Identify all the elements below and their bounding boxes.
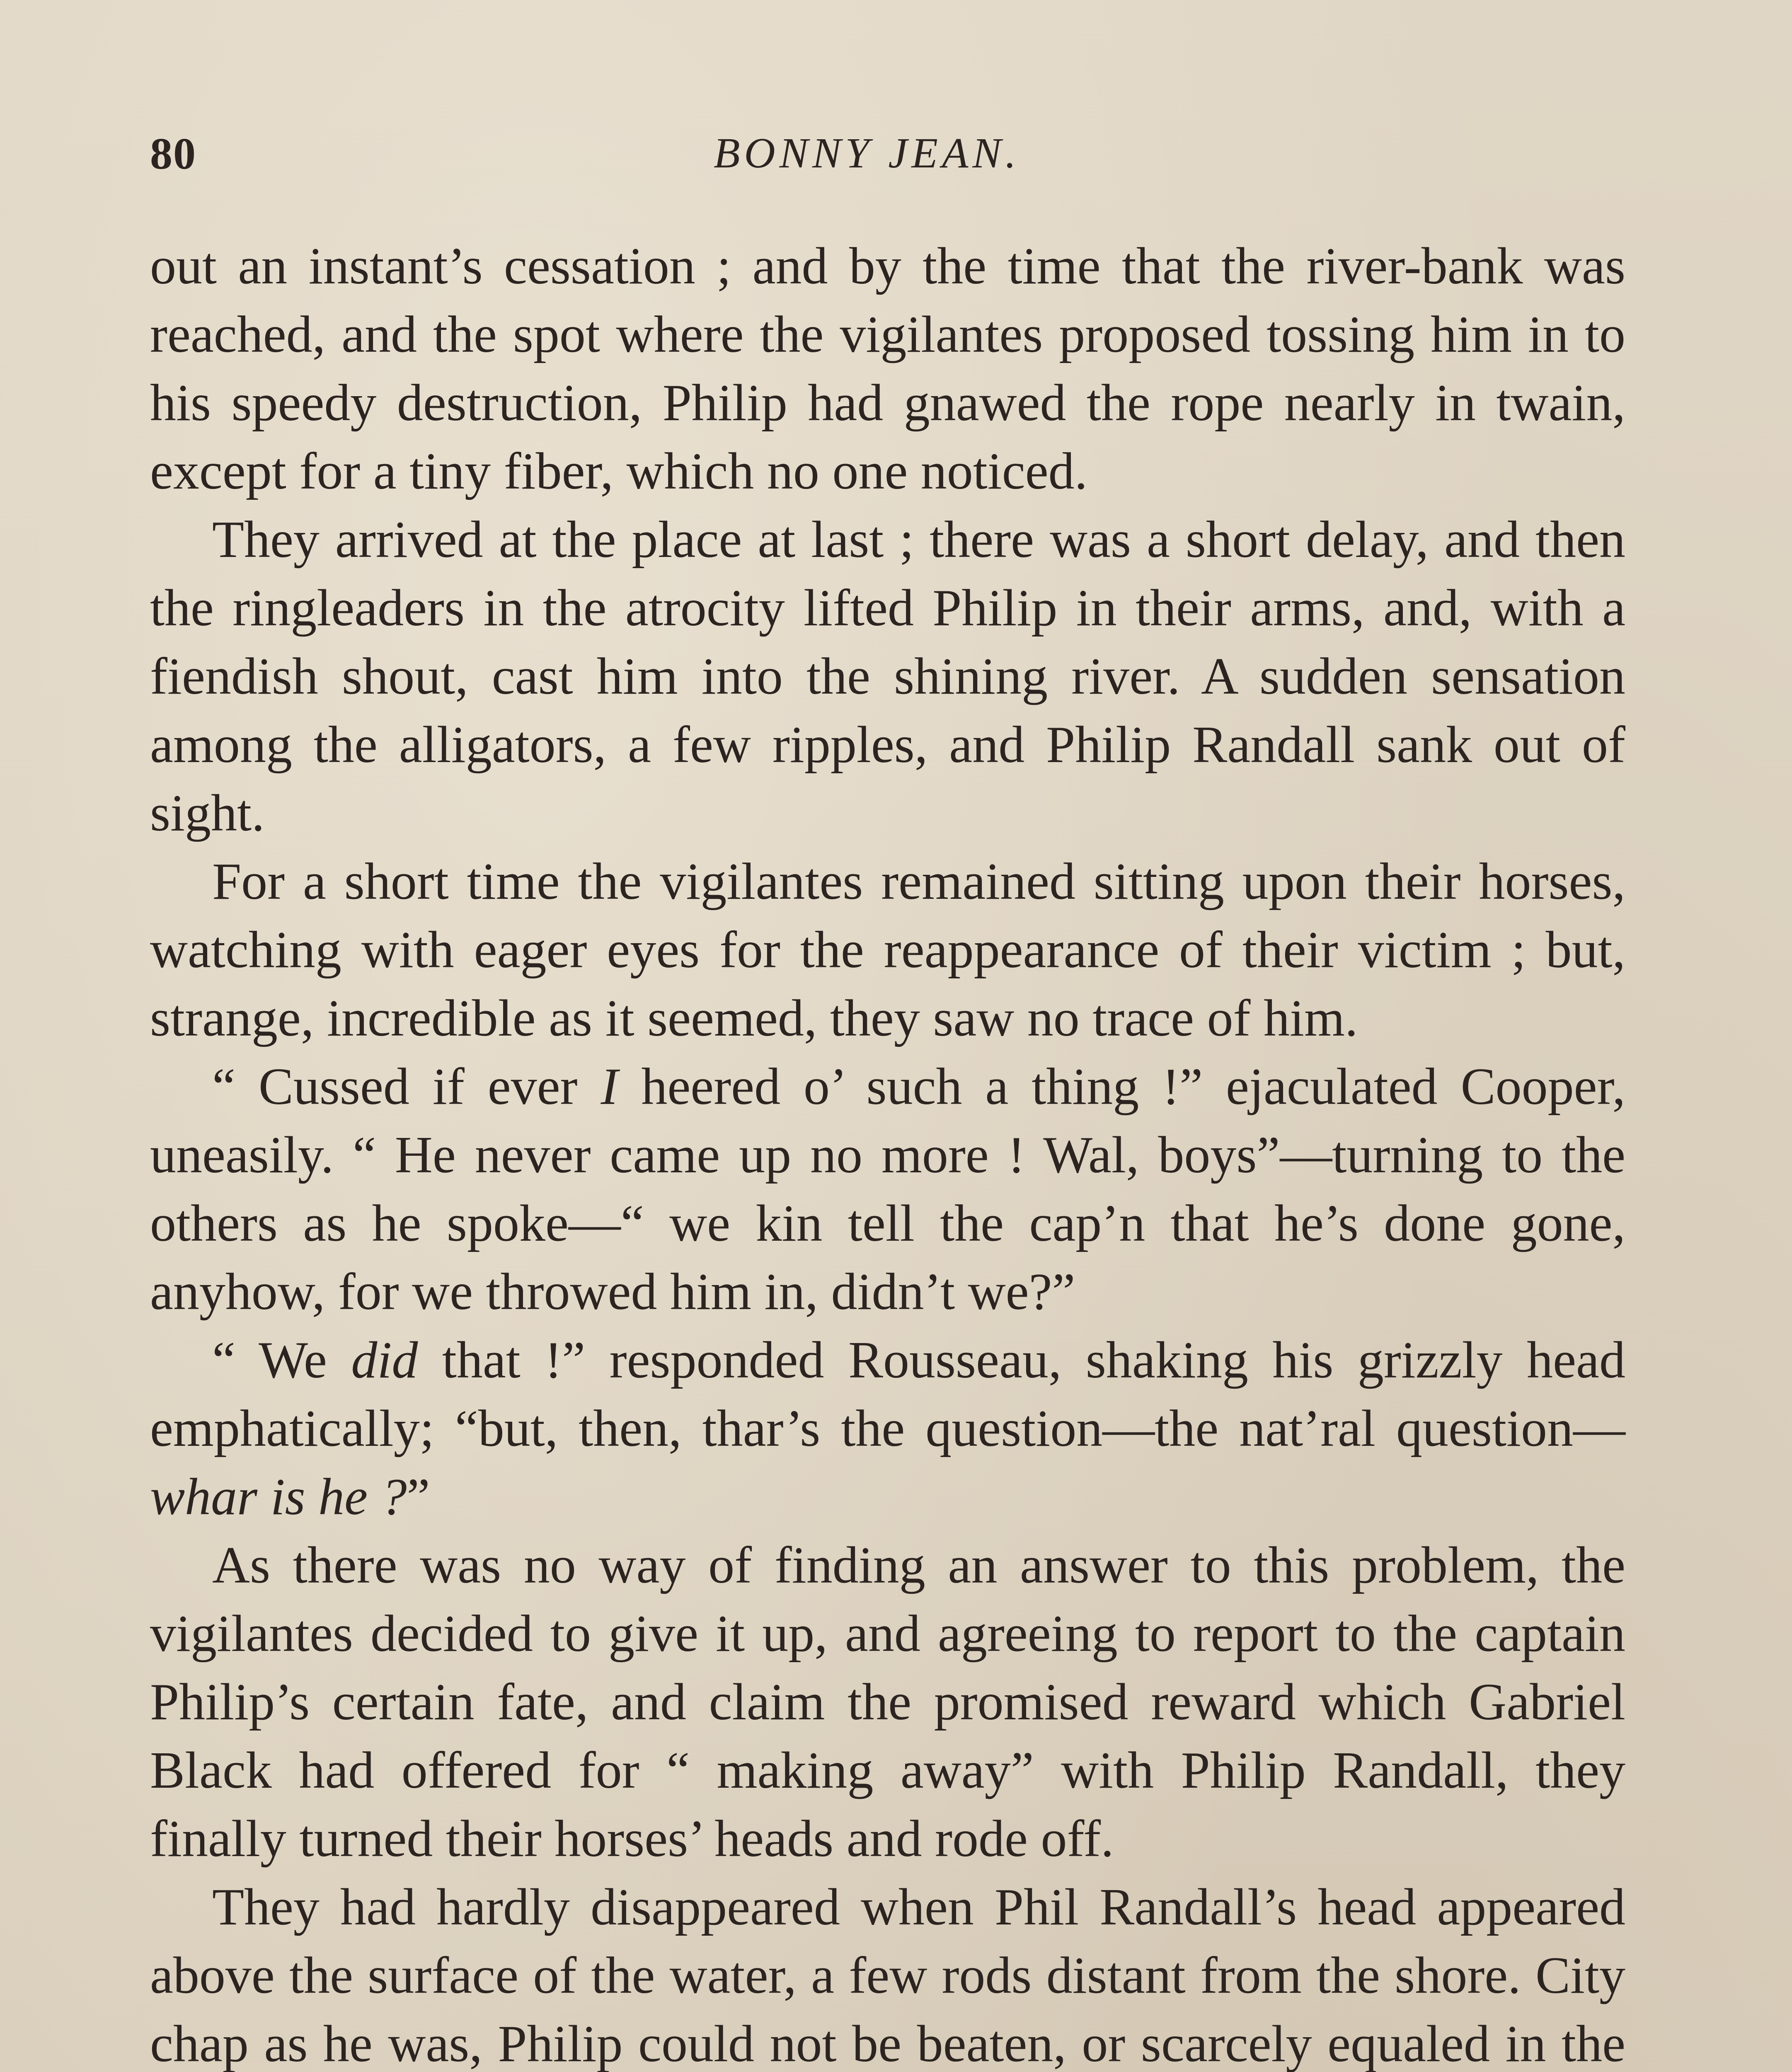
book-title: BONNY JEAN.	[714, 129, 1020, 177]
paragraph-4	[150, 1053, 1625, 1326]
paragraph-3: For a short time the vigilantes remained sitting upon their horses, watching with eager eyes for the reappearance of their victim ; but, strange, incredible as it seemed, they saw no trace of him.	[150, 853, 1625, 1047]
paragraph-7: They had hardly disappeared when Phil Randall’s head appeared above the surface of the water, a few rods distant from the shore. City chap as he was, Philip could not be beaten, or scarcely equaled in the	[150, 1878, 1625, 2072]
paragraph-4-emphasis: I	[601, 1058, 618, 1116]
paragraph-5-text-a: “ We	[212, 1331, 351, 1389]
paragraph-5-emphasis-b: whar is he ?	[150, 1468, 407, 1526]
paragraph-6: As there was no way of finding an answer to this problem, the vigilantes decided to give it up, and agreeing to report to the captain Philip’s certain fate, and claim the promised reward which Gabriel Black had offered for “ making away” with Philip Randall, they finally turned their horses’ heads and rode off.	[150, 1537, 1625, 1868]
paragraph-5	[150, 1326, 1625, 1531]
body-text	[150, 232, 1625, 2072]
paragraph-1: out an instant’s cessation ; and by the time that the river-bank was reached, and the spot where the vigilantes proposed tossing him in to his speedy destruction, Philip had gnawed the rope nearly in twain, except for a tiny fiber, which no one noticed.	[150, 237, 1625, 500]
paragraph-2: They arrived at the place at last ; there was a short delay, and then the ringleaders in the atrocity lifted Philip in their arms, and, with a fiendish shout, cast him into the shining river. A sudden sensation among the alligators, a few ripples, and Philip Randall sank out of sight.	[150, 511, 1625, 842]
paragraph-5-text-b: that !” responded Rousseau, shaking his grizzly head emphatically; “but, then, thar’s the question—the nat’ral question—	[150, 1331, 1625, 1457]
running-head	[150, 120, 1625, 191]
paragraph-4-text-b: heered o’ such a thing !” ejaculated Cooper, uneasily. “ He never came up no more ! Wal, boys”—turning to the others as he spoke—“ we kin tell the cap’n that he’s done gone, anyhow, for we throwed him in, didn’t we?”	[150, 1058, 1625, 1321]
paragraph-5-emphasis-a: did	[351, 1331, 418, 1389]
page-number: 80	[150, 129, 196, 179]
paragraph-5-text-c: ”	[407, 1468, 430, 1526]
paragraph-4-text-a: “ Cussed if ever	[212, 1058, 601, 1116]
